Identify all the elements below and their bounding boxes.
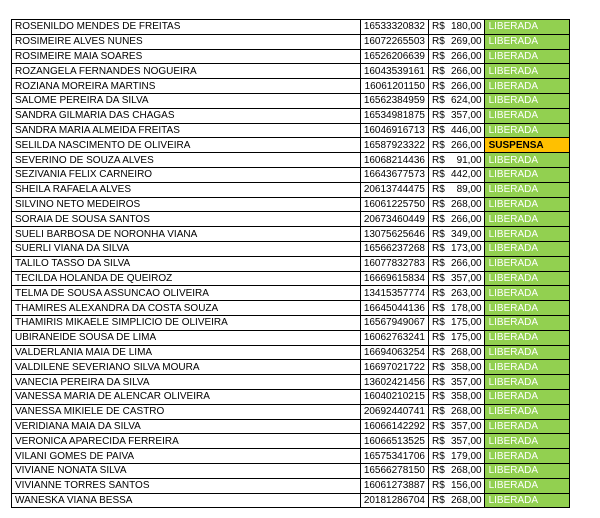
value-cell: 266,00 <box>449 138 484 153</box>
currency-cell: R$ <box>429 79 450 94</box>
status-badge: LIBERADA <box>484 345 569 360</box>
currency-cell: R$ <box>429 493 450 508</box>
name-cell: VERIDIANA MAIA DA SILVA <box>12 419 361 434</box>
id-cell: 13415357774 <box>361 286 429 301</box>
currency-cell: R$ <box>429 315 450 330</box>
table-row <box>12 49 570 64</box>
name-cell: SANDRA MARIA ALMEIDA FREITAS <box>12 123 361 138</box>
table-row <box>12 375 570 390</box>
status-badge: LIBERADA <box>484 241 569 256</box>
table-row <box>12 271 570 286</box>
currency-cell: R$ <box>429 182 450 197</box>
id-cell: 16046916713 <box>361 123 429 138</box>
value-cell: 89,00 <box>449 182 484 197</box>
table-row <box>12 419 570 434</box>
table-row <box>12 64 570 79</box>
id-cell: 16643677573 <box>361 167 429 182</box>
currency-cell: R$ <box>429 123 450 138</box>
value-cell: 175,00 <box>449 315 484 330</box>
table-row <box>12 360 570 375</box>
value-cell: 179,00 <box>449 449 484 464</box>
currency-cell: R$ <box>429 241 450 256</box>
value-cell: 357,00 <box>449 271 484 286</box>
currency-cell: R$ <box>429 389 450 404</box>
status-badge: LIBERADA <box>484 49 569 64</box>
name-cell: TELMA DE SOUSA ASSUNCAO OLIVEIRA <box>12 286 361 301</box>
name-cell: SEZIVANIA FELIX CARNEIRO <box>12 167 361 182</box>
table-row <box>12 153 570 168</box>
value-cell: 357,00 <box>449 108 484 123</box>
value-cell: 263,00 <box>449 286 484 301</box>
currency-cell: R$ <box>429 404 450 419</box>
status-badge: LIBERADA <box>484 20 569 35</box>
table-row <box>12 301 570 316</box>
name-cell: VANESSA MIKIELE DE CASTRO <box>12 404 361 419</box>
table-row <box>12 227 570 242</box>
name-cell: ROSENILDO MENDES DE FREITAS <box>12 20 361 35</box>
name-cell: VANECIA PEREIRA DA SILVA <box>12 375 361 390</box>
id-cell: 16061225750 <box>361 197 429 212</box>
name-cell: SILVINO NETO MEDEIROS <box>12 197 361 212</box>
table-row <box>12 167 570 182</box>
value-cell: 266,00 <box>449 212 484 227</box>
value-cell: 173,00 <box>449 241 484 256</box>
currency-cell: R$ <box>429 108 450 123</box>
status-badge: LIBERADA <box>484 34 569 49</box>
name-cell: VANESSA MARIA DE ALENCAR OLIVEIRA <box>12 389 361 404</box>
value-cell: 268,00 <box>449 404 484 419</box>
name-cell: SUELI BARBOSA DE NORONHA VIANA <box>12 227 361 242</box>
id-cell: 16062763241 <box>361 330 429 345</box>
id-cell: 16061201150 <box>361 79 429 94</box>
id-cell: 13602421456 <box>361 375 429 390</box>
value-cell: 175,00 <box>449 330 484 345</box>
value-cell: 178,00 <box>449 301 484 316</box>
value-cell: 624,00 <box>449 93 484 108</box>
status-badge: LIBERADA <box>484 271 569 286</box>
value-cell: 349,00 <box>449 227 484 242</box>
status-badge: LIBERADA <box>484 434 569 449</box>
table-row <box>12 463 570 478</box>
table-row <box>12 286 570 301</box>
table-row <box>12 34 570 49</box>
name-cell: ROSIMEIRE MAIA SOARES <box>12 49 361 64</box>
table-body <box>12 20 570 508</box>
value-cell: 442,00 <box>449 167 484 182</box>
table-row <box>12 108 570 123</box>
id-cell: 16040210215 <box>361 389 429 404</box>
table-row <box>12 478 570 493</box>
value-cell: 358,00 <box>449 360 484 375</box>
table-row <box>12 449 570 464</box>
table-row <box>12 182 570 197</box>
value-cell: 357,00 <box>449 434 484 449</box>
currency-cell: R$ <box>429 330 450 345</box>
status-badge: LIBERADA <box>484 478 569 493</box>
table-row <box>12 123 570 138</box>
value-cell: 357,00 <box>449 375 484 390</box>
currency-cell: R$ <box>429 227 450 242</box>
status-badge: LIBERADA <box>484 79 569 94</box>
status-badge: LIBERADA <box>484 301 569 316</box>
currency-cell: R$ <box>429 301 450 316</box>
value-cell: 266,00 <box>449 64 484 79</box>
id-cell: 16566237268 <box>361 241 429 256</box>
id-cell: 16533320832 <box>361 20 429 35</box>
status-badge: LIBERADA <box>484 463 569 478</box>
table-row <box>12 138 570 153</box>
name-cell: SORAIA DE SOUSA SANTOS <box>12 212 361 227</box>
status-badge: LIBERADA <box>484 64 569 79</box>
table-row <box>12 197 570 212</box>
name-cell: VIVIANNE TORRES SANTOS <box>12 478 361 493</box>
id-cell: 16072265503 <box>361 34 429 49</box>
id-cell: 16567949067 <box>361 315 429 330</box>
value-cell: 269,00 <box>449 34 484 49</box>
table-row <box>12 404 570 419</box>
status-badge: LIBERADA <box>484 182 569 197</box>
id-cell: 20692440741 <box>361 404 429 419</box>
value-cell: 266,00 <box>449 49 484 64</box>
status-badge: LIBERADA <box>484 153 569 168</box>
name-cell: THAMIRIS MIKAELE SIMPLICIO DE OLIVEIRA <box>12 315 361 330</box>
status-badge: LIBERADA <box>484 330 569 345</box>
currency-cell: R$ <box>429 20 450 35</box>
table-row <box>12 256 570 271</box>
id-cell: 16566278150 <box>361 463 429 478</box>
value-cell: 268,00 <box>449 197 484 212</box>
name-cell: ROZANGELA FERNANDES NOGUEIRA <box>12 64 361 79</box>
currency-cell: R$ <box>429 197 450 212</box>
status-badge: LIBERADA <box>484 108 569 123</box>
currency-cell: R$ <box>429 449 450 464</box>
status-badge: LIBERADA <box>484 315 569 330</box>
status-badge: LIBERADA <box>484 389 569 404</box>
id-cell: 20613744475 <box>361 182 429 197</box>
name-cell: TALILO TASSO DA SILVA <box>12 256 361 271</box>
table-row <box>12 93 570 108</box>
table-row <box>12 330 570 345</box>
status-badge: LIBERADA <box>484 167 569 182</box>
name-cell: SHEILA RAFAELA ALVES <box>12 182 361 197</box>
id-cell: 16645044136 <box>361 301 429 316</box>
currency-cell: R$ <box>429 419 450 434</box>
currency-cell: R$ <box>429 153 450 168</box>
table-row <box>12 20 570 35</box>
id-cell: 16077832783 <box>361 256 429 271</box>
value-cell: 91,00 <box>449 153 484 168</box>
table-row <box>12 345 570 360</box>
status-badge: SUSPENSA <box>484 138 569 153</box>
value-cell: 446,00 <box>449 123 484 138</box>
name-cell: ROZIANA MOREIRA MARTINS <box>12 79 361 94</box>
table-row <box>12 241 570 256</box>
id-cell: 16669615834 <box>361 271 429 286</box>
name-cell: VALDERLANIA MAIA DE LIMA <box>12 345 361 360</box>
beneficiary-table <box>11 19 570 508</box>
value-cell: 268,00 <box>449 345 484 360</box>
name-cell: VILANI GOMES DE PAIVA <box>12 449 361 464</box>
name-cell: THAMIRES ALEXANDRA DA COSTA SOUZA <box>12 301 361 316</box>
currency-cell: R$ <box>429 34 450 49</box>
status-badge: LIBERADA <box>484 227 569 242</box>
status-badge: LIBERADA <box>484 286 569 301</box>
id-cell: 16694063254 <box>361 345 429 360</box>
currency-cell: R$ <box>429 256 450 271</box>
currency-cell: R$ <box>429 64 450 79</box>
value-cell: 266,00 <box>449 256 484 271</box>
table-row <box>12 79 570 94</box>
currency-cell: R$ <box>429 49 450 64</box>
id-cell: 16066513525 <box>361 434 429 449</box>
status-badge: LIBERADA <box>484 419 569 434</box>
name-cell: VERONICA APARECIDA FERREIRA <box>12 434 361 449</box>
id-cell: 16534981875 <box>361 108 429 123</box>
value-cell: 268,00 <box>449 463 484 478</box>
id-cell: 13075625646 <box>361 227 429 242</box>
table-row <box>12 315 570 330</box>
name-cell: WANESKA VIANA BESSA <box>12 493 361 508</box>
currency-cell: R$ <box>429 138 450 153</box>
value-cell: 266,00 <box>449 79 484 94</box>
status-badge: LIBERADA <box>484 375 569 390</box>
id-cell: 16043539161 <box>361 64 429 79</box>
currency-cell: R$ <box>429 345 450 360</box>
status-badge: LIBERADA <box>484 256 569 271</box>
status-badge: LIBERADA <box>484 93 569 108</box>
currency-cell: R$ <box>429 463 450 478</box>
table-row <box>12 212 570 227</box>
id-cell: 16526206639 <box>361 49 429 64</box>
table-row <box>12 434 570 449</box>
name-cell: SELILDA NASCIMENTO DE OLIVEIRA <box>12 138 361 153</box>
id-cell: 16066142292 <box>361 419 429 434</box>
id-cell: 16061273887 <box>361 478 429 493</box>
status-badge: LIBERADA <box>484 360 569 375</box>
name-cell: SEVERINO DE SOUZA ALVES <box>12 153 361 168</box>
id-cell: 16562384959 <box>361 93 429 108</box>
currency-cell: R$ <box>429 375 450 390</box>
status-badge: LIBERADA <box>484 449 569 464</box>
value-cell: 357,00 <box>449 419 484 434</box>
currency-cell: R$ <box>429 360 450 375</box>
currency-cell: R$ <box>429 286 450 301</box>
value-cell: 180,00 <box>449 20 484 35</box>
value-cell: 156,00 <box>449 478 484 493</box>
id-cell: 20181286704 <box>361 493 429 508</box>
table-row <box>12 389 570 404</box>
status-badge: LIBERADA <box>484 212 569 227</box>
currency-cell: R$ <box>429 434 450 449</box>
value-cell: 358,00 <box>449 389 484 404</box>
name-cell: UBIRANEIDE SOUSA DE LIMA <box>12 330 361 345</box>
name-cell: ROSIMEIRE ALVES NUNES <box>12 34 361 49</box>
status-badge: LIBERADA <box>484 123 569 138</box>
status-badge: LIBERADA <box>484 404 569 419</box>
name-cell: VALDILENE SEVERIANO SILVA MOURA <box>12 360 361 375</box>
name-cell: TECILDA HOLANDA DE QUEIROZ <box>12 271 361 286</box>
status-badge: LIBERADA <box>484 197 569 212</box>
name-cell: SALOME PEREIRA DA SILVA <box>12 93 361 108</box>
name-cell: SANDRA GILMARIA DAS CHAGAS <box>12 108 361 123</box>
status-badge: LIBERADA <box>484 493 569 508</box>
id-cell: 16575341706 <box>361 449 429 464</box>
id-cell: 16587923322 <box>361 138 429 153</box>
value-cell: 268,00 <box>449 493 484 508</box>
currency-cell: R$ <box>429 93 450 108</box>
id-cell: 16697021722 <box>361 360 429 375</box>
table-row <box>12 493 570 508</box>
currency-cell: R$ <box>429 478 450 493</box>
name-cell: SUERLI VIANA DA SILVA <box>12 241 361 256</box>
spreadsheet <box>11 19 570 508</box>
name-cell: VIVIANE NONATA SILVA <box>12 463 361 478</box>
id-cell: 20673460449 <box>361 212 429 227</box>
currency-cell: R$ <box>429 271 450 286</box>
id-cell: 16068214436 <box>361 153 429 168</box>
currency-cell: R$ <box>429 167 450 182</box>
currency-cell: R$ <box>429 212 450 227</box>
